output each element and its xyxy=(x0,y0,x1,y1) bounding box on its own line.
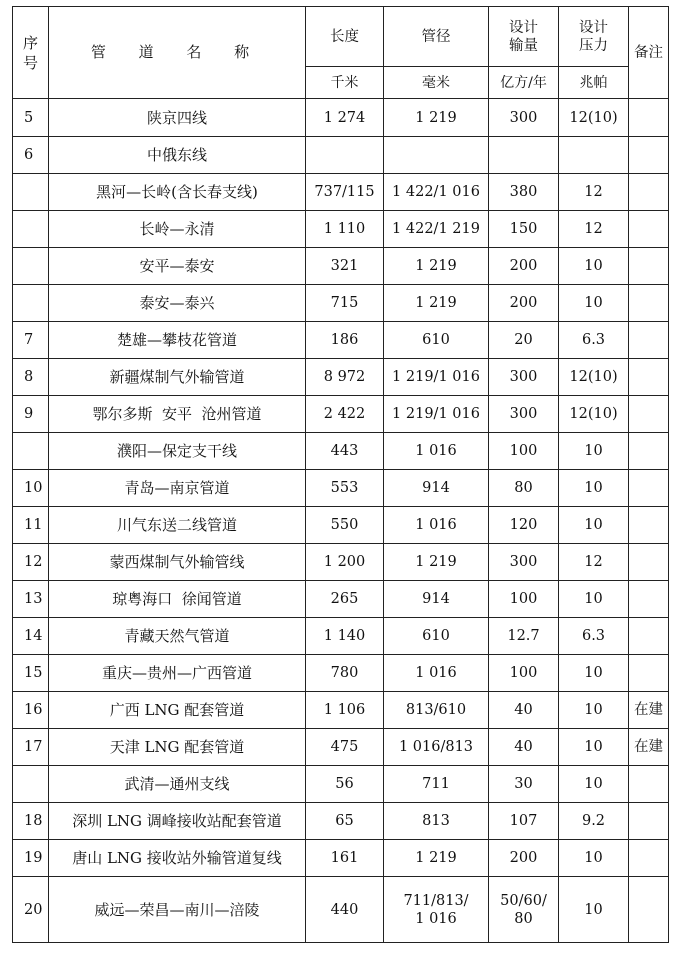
table-row xyxy=(13,99,669,137)
row-diameter: 1 219 xyxy=(384,99,489,137)
row-diameter: 711 xyxy=(384,766,489,803)
table-row xyxy=(13,285,669,322)
row-name: 琼粤海口 徐闻管道 xyxy=(49,581,306,618)
row-pressure: 12(10) xyxy=(559,396,629,433)
row-remark xyxy=(629,840,669,877)
row-length: 443 xyxy=(306,433,384,470)
row-pressure: 10 xyxy=(559,729,629,766)
row-pressure: 12 xyxy=(559,544,629,581)
table-row xyxy=(13,470,669,507)
row-name: 楚雄—攀枝花管道 xyxy=(49,322,306,359)
row-diameter: 610 xyxy=(384,322,489,359)
row-remark: 在建 xyxy=(629,729,669,766)
unit-diameter: 毫米 xyxy=(384,67,489,99)
row-no xyxy=(13,285,49,322)
row-pressure: 10 xyxy=(559,433,629,470)
row-diameter: 813 xyxy=(384,803,489,840)
row-diameter: 813/610 xyxy=(384,692,489,729)
row-capacity: 300 xyxy=(489,359,559,396)
row-length: 550 xyxy=(306,507,384,544)
row-capacity: 100 xyxy=(489,581,559,618)
row-length: 265 xyxy=(306,581,384,618)
row-name: 唐山 LNG 接收站外输管道复线 xyxy=(49,840,306,877)
row-no: 12 xyxy=(13,544,49,581)
table-row xyxy=(13,803,669,840)
row-no xyxy=(13,766,49,803)
row-pressure: 10 xyxy=(559,655,629,692)
row-capacity: 200 xyxy=(489,840,559,877)
row-no xyxy=(13,248,49,285)
pipeline-table xyxy=(12,6,669,943)
row-no: 10 xyxy=(13,470,49,507)
row-pressure: 12 xyxy=(559,174,629,211)
row-capacity: 380 xyxy=(489,174,559,211)
row-remark xyxy=(629,581,669,618)
row-diameter-line1: 711/813/ xyxy=(403,892,469,909)
row-diameter: 1 016 xyxy=(384,433,489,470)
row-diameter: 1 422/1 219 xyxy=(384,211,489,248)
row-length: 780 xyxy=(306,655,384,692)
row-remark xyxy=(629,470,669,507)
row-diameter: 1 219 xyxy=(384,840,489,877)
row-no xyxy=(13,211,49,248)
row-capacity: 120 xyxy=(489,507,559,544)
table-row xyxy=(13,433,669,470)
row-capacity: 150 xyxy=(489,211,559,248)
row-diameter: 914 xyxy=(384,581,489,618)
row-length: 553 xyxy=(306,470,384,507)
table-row xyxy=(13,248,669,285)
header-capacity-line1: 设计 xyxy=(509,19,538,36)
header-diameter: 管径 xyxy=(384,7,489,67)
table-row xyxy=(13,766,669,803)
row-remark xyxy=(629,137,669,174)
row-no: 6 xyxy=(13,137,49,174)
table-row xyxy=(13,507,669,544)
row-remark xyxy=(629,99,669,137)
table-row xyxy=(13,544,669,581)
row-name: 中俄东线 xyxy=(49,137,306,174)
table-row xyxy=(13,877,669,943)
row-pressure: 10 xyxy=(559,581,629,618)
row-length: 8 972 xyxy=(306,359,384,396)
row-pressure: 10 xyxy=(559,507,629,544)
row-diameter: 1 219/1 016 xyxy=(384,396,489,433)
row-diameter: 1 219 xyxy=(384,248,489,285)
row-name: 威远—荣昌—南川—涪陵 xyxy=(49,877,306,943)
row-name: 鄂尔多斯 安平 沧州管道 xyxy=(49,396,306,433)
row-capacity: 100 xyxy=(489,433,559,470)
row-remark xyxy=(629,211,669,248)
row-capacity: 80 xyxy=(489,470,559,507)
row-length: 475 xyxy=(306,729,384,766)
header-no-text: 序号 xyxy=(22,33,38,72)
row-remark xyxy=(629,174,669,211)
row-diameter: 1 219 xyxy=(384,544,489,581)
row-name: 安平—泰安 xyxy=(49,248,306,285)
row-pressure: 9.2 xyxy=(559,803,629,840)
header-capacity-line2: 输量 xyxy=(509,37,538,54)
row-remark: 在建 xyxy=(629,692,669,729)
row-no: 14 xyxy=(13,618,49,655)
row-capacity: 200 xyxy=(489,285,559,322)
row-name: 武清—通州支线 xyxy=(49,766,306,803)
row-diameter xyxy=(384,877,489,943)
row-pressure: 6.3 xyxy=(559,322,629,359)
row-remark xyxy=(629,877,669,943)
row-name: 广西 LNG 配套管道 xyxy=(49,692,306,729)
row-remark xyxy=(629,618,669,655)
header-no xyxy=(13,7,49,99)
row-no: 17 xyxy=(13,729,49,766)
row-pressure: 12(10) xyxy=(559,359,629,396)
row-no: 7 xyxy=(13,322,49,359)
header-pressure-line1: 设计 xyxy=(579,19,608,36)
table-row xyxy=(13,655,669,692)
row-name: 长岭—永清 xyxy=(49,211,306,248)
row-remark xyxy=(629,248,669,285)
row-length: 715 xyxy=(306,285,384,322)
header-capacity xyxy=(489,7,559,67)
row-capacity xyxy=(489,877,559,943)
row-capacity: 40 xyxy=(489,692,559,729)
row-length: 1 274 xyxy=(306,99,384,137)
row-diameter xyxy=(384,137,489,174)
row-capacity: 300 xyxy=(489,99,559,137)
row-no: 19 xyxy=(13,840,49,877)
header-name xyxy=(49,7,306,99)
row-length: 321 xyxy=(306,248,384,285)
row-length: 737/115 xyxy=(306,174,384,211)
table-row xyxy=(13,692,669,729)
row-length: 440 xyxy=(306,877,384,943)
header-length: 长度 xyxy=(306,7,384,67)
row-no: 15 xyxy=(13,655,49,692)
row-diameter: 610 xyxy=(384,618,489,655)
row-name: 陕京四线 xyxy=(49,99,306,137)
row-length: 1 110 xyxy=(306,211,384,248)
table-row xyxy=(13,581,669,618)
row-capacity: 20 xyxy=(489,322,559,359)
table-row xyxy=(13,137,669,174)
row-capacity-line2: 80 xyxy=(514,910,533,927)
row-length: 161 xyxy=(306,840,384,877)
row-no: 8 xyxy=(13,359,49,396)
row-length: 1 200 xyxy=(306,544,384,581)
row-no: 13 xyxy=(13,581,49,618)
row-length: 1 140 xyxy=(306,618,384,655)
row-length: 56 xyxy=(306,766,384,803)
row-pressure: 10 xyxy=(559,840,629,877)
table-row xyxy=(13,359,669,396)
row-length xyxy=(306,137,384,174)
unit-length: 千米 xyxy=(306,67,384,99)
row-name: 黑河—长岭(含长春支线) xyxy=(49,174,306,211)
row-name: 重庆—贵州—广西管道 xyxy=(49,655,306,692)
row-remark xyxy=(629,544,669,581)
row-length: 186 xyxy=(306,322,384,359)
row-name: 泰安—泰兴 xyxy=(49,285,306,322)
row-capacity xyxy=(489,137,559,174)
row-diameter: 1 422/1 016 xyxy=(384,174,489,211)
row-pressure: 10 xyxy=(559,877,629,943)
row-name: 濮阳—保定支干线 xyxy=(49,433,306,470)
row-remark xyxy=(629,322,669,359)
row-capacity: 12.7 xyxy=(489,618,559,655)
header-pressure xyxy=(559,7,629,67)
row-name: 天津 LNG 配套管道 xyxy=(49,729,306,766)
row-no: 9 xyxy=(13,396,49,433)
row-diameter: 914 xyxy=(384,470,489,507)
table-row xyxy=(13,729,669,766)
row-name: 川气东送二线管道 xyxy=(49,507,306,544)
row-diameter: 1 016 xyxy=(384,655,489,692)
table-row xyxy=(13,174,669,211)
row-no xyxy=(13,174,49,211)
row-pressure: 10 xyxy=(559,248,629,285)
table-row xyxy=(13,840,669,877)
row-name: 新疆煤制气外输管道 xyxy=(49,359,306,396)
unit-pressure: 兆帕 xyxy=(559,67,629,99)
row-name: 青藏天然气管道 xyxy=(49,618,306,655)
row-capacity: 300 xyxy=(489,544,559,581)
row-capacity: 100 xyxy=(489,655,559,692)
table-row xyxy=(13,211,669,248)
row-diameter: 1 219 xyxy=(384,285,489,322)
row-pressure xyxy=(559,137,629,174)
row-diameter-line2: 1 016 xyxy=(415,910,457,927)
table-row xyxy=(13,322,669,359)
row-no: 5 xyxy=(13,99,49,137)
row-no: 11 xyxy=(13,507,49,544)
row-remark xyxy=(629,803,669,840)
table-row xyxy=(13,396,669,433)
row-length: 65 xyxy=(306,803,384,840)
header-name-text: 管 道 名 称 xyxy=(90,43,264,61)
row-no: 16 xyxy=(13,692,49,729)
row-remark xyxy=(629,433,669,470)
row-capacity: 30 xyxy=(489,766,559,803)
table-row xyxy=(13,618,669,655)
row-capacity: 300 xyxy=(489,396,559,433)
row-diameter: 1 016 xyxy=(384,507,489,544)
header-remark: 备注 xyxy=(629,7,669,99)
row-remark xyxy=(629,396,669,433)
row-name: 蒙西煤制气外输管线 xyxy=(49,544,306,581)
row-pressure: 10 xyxy=(559,285,629,322)
row-remark xyxy=(629,359,669,396)
row-diameter: 1 016/813 xyxy=(384,729,489,766)
row-no: 20 xyxy=(13,877,49,943)
row-pressure: 10 xyxy=(559,692,629,729)
row-length: 2 422 xyxy=(306,396,384,433)
row-pressure: 10 xyxy=(559,470,629,507)
row-diameter: 1 219/1 016 xyxy=(384,359,489,396)
header-pressure-line2: 压力 xyxy=(579,37,608,54)
row-name: 深圳 LNG 调峰接收站配套管道 xyxy=(49,803,306,840)
row-name: 青岛—南京管道 xyxy=(49,470,306,507)
row-capacity: 200 xyxy=(489,248,559,285)
row-pressure: 12(10) xyxy=(559,99,629,137)
row-capacity: 40 xyxy=(489,729,559,766)
row-no xyxy=(13,433,49,470)
row-pressure: 10 xyxy=(559,766,629,803)
row-pressure: 6.3 xyxy=(559,618,629,655)
row-remark xyxy=(629,655,669,692)
row-no: 18 xyxy=(13,803,49,840)
row-capacity: 107 xyxy=(489,803,559,840)
row-pressure: 12 xyxy=(559,211,629,248)
unit-capacity: 亿方/年 xyxy=(489,67,559,99)
row-remark xyxy=(629,507,669,544)
row-length: 1 106 xyxy=(306,692,384,729)
row-remark xyxy=(629,285,669,322)
row-capacity-line1: 50/60/ xyxy=(500,892,547,909)
row-remark xyxy=(629,766,669,803)
